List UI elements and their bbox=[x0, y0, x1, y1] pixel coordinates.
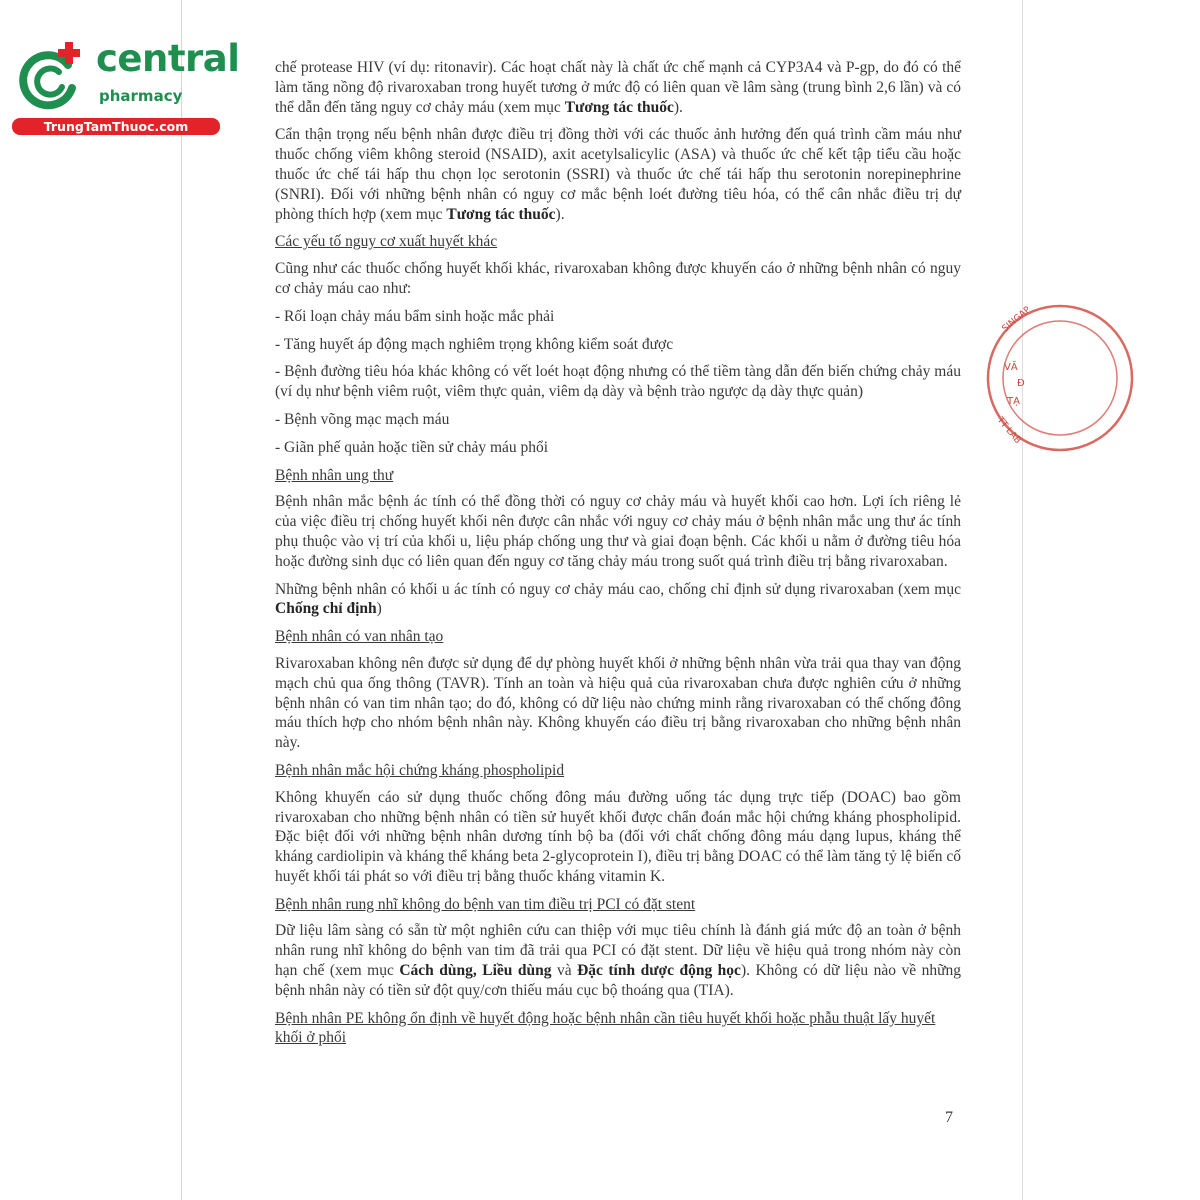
bold-reference: Đặc tính dược động học bbox=[577, 962, 741, 980]
stamp-text: Đ bbox=[1017, 378, 1025, 389]
text-run: và bbox=[551, 962, 578, 980]
text-run: - Rối loạn chảy máu bẩm sinh hoặc mắc phải bbox=[275, 307, 555, 325]
text-run: ). Không có dữ liệu nào về những bệnh nhân này có tiền sử đột quỵ/cơn thiếu máu cục bộ thoáng qua (TIA). bbox=[275, 962, 961, 999]
pharmacy-cross-logo-icon bbox=[10, 38, 90, 118]
section-heading: Bệnh nhân có van nhân tạo bbox=[275, 628, 444, 646]
page-edge-left bbox=[181, 0, 182, 1200]
paragraph bbox=[275, 259, 961, 299]
paragraph bbox=[275, 125, 961, 224]
section-heading: Bệnh nhân mắc hội chứng kháng phospholipid bbox=[275, 761, 565, 779]
text-run: - Tăng huyết áp động mạch nghiêm trọng không kiểm soát được bbox=[275, 335, 674, 353]
paragraph bbox=[275, 335, 961, 355]
paragraph bbox=[275, 580, 961, 620]
section-heading: Bệnh nhân rung nhĩ không do bệnh van tim điều trị PCI có đặt stent bbox=[275, 895, 696, 913]
paragraph bbox=[275, 410, 961, 430]
page-number: 7 bbox=[945, 1109, 953, 1126]
text-run: Không khuyến cáo sử dụng thuốc chống đông máu đường uống tác dụng trực tiếp (DOAC) bao gồm rivaroxaban cho những bệnh nhân có tiền sử huyết khối được chẩn đoán mắc hội chứng kháng phospholipid. Đặc biệt đối với những bệnh nhân dương tính bộ ba (đối với chất chống đông máu dạng lupus, kháng thể kháng cardiolipin và kháng thể kháng beta 2-glycoprotein I), điều trị bằng DOAC có thể làm tăng tỷ lệ biến cố huyết khối tái phát so với điều trị bằng thuốc kháng vitamin K. bbox=[275, 788, 961, 885]
paragraph bbox=[275, 492, 961, 571]
section-heading: Bệnh nhân PE không ổn định về huyết động hoặc bệnh nhân cần tiêu huyết khối hoặc phẫu thuật lấy huyết khối ở phổi bbox=[275, 1009, 936, 1047]
text-run: Cẩn thận trọng nếu bệnh nhân được điều trị đồng thời với các thuốc ảnh hưởng đến quá trình cầm máu như thuốc chống viêm không steroid (NSAID), axit acetylsalicylic (ASA) và thuốc ức chế kết tập tiểu cầu hoặc thuốc ức chế tái hấp thu chọn lọc serotonin (SSRI) và thuốc ức chế tái hấp thu serotonin norepinephrine (SNRI). Đối với những bệnh nhân có nguy cơ mắc bệnh loét đường tiêu hóa, có thể cân nhắc điều trị dự phòng thích hợp (xem mục bbox=[275, 126, 961, 223]
paragraph bbox=[275, 307, 961, 327]
text-run: Dữ liệu lâm sàng có sẵn từ một nghiên cứu can thiệp với mục tiêu chính là đánh giá mức độ an toàn ở bệnh nhân rung nhĩ không do bệnh van tim đã trải qua PCI có đặt stent. Dữ liệu về hiệu quả trong nhóm này còn hạn chế (xem mục bbox=[275, 922, 961, 980]
section-heading: Các yếu tố nguy cơ xuất huyết khác bbox=[275, 233, 498, 251]
text-run: Bệnh nhân mắc bệnh ác tính có thể đồng thời có nguy cơ chảy máu và huyết khối cao hơn. Lợi ích riêng lẻ của việc điều trị chống huyết khối nên được cân nhắc với nguy cơ chảy máu ở bệnh nhân mắc ung thư ác tính phụ thuộc vào vị trí của khối u, liệu pháp chống ung thư và giai đoạn bệnh. Các khối u nằm ở đường tiêu hóa hoặc đường sinh dục có liên quan đến nguy cơ tăng chảy máu trong suốt quá trình điều trị bằng rivaroxaban. bbox=[275, 493, 961, 570]
paragraph bbox=[275, 788, 961, 887]
text-run: Những bệnh nhân có khối u ác tính có nguy cơ chảy máu cao, chống chỉ định sử dụng rivaroxaban (xem mục bbox=[275, 580, 961, 598]
text-run: chế protease HIV (ví dụ: ritonavir). Các hoạt chất này là chất ức chế mạnh cả CYP3A4 và P-gp, do đó có thể làm tăng nồng độ rivaroxaban trong huyết tương ở mức độ có liên quan về lâm sàng (trung bình 2,6 lần) và có thể dẫn đến tăng nguy cơ chảy máu (xem mục bbox=[275, 59, 961, 116]
stamp-text: SINGAP bbox=[1000, 304, 1033, 335]
stamp-text: VĂ bbox=[1004, 362, 1018, 373]
text-run: - Bệnh đường tiêu hóa khác không có vết loét hoạt động nhưng có thể tiềm tàng dẫn đến biến chứng chảy máu (ví dụ như bệnh viêm ruột, viêm thực quản, viêm dạ dày và bệnh trào ngược dạ dày thực quản) bbox=[275, 363, 961, 401]
logo-website[interactable]: TrungTamThuoc.com bbox=[12, 118, 220, 135]
text-run: ) bbox=[376, 600, 382, 618]
page-edge-right bbox=[1022, 0, 1023, 1200]
bold-reference: Tương tác thuốc bbox=[446, 205, 556, 223]
bold-reference: Tương tác thuốc bbox=[564, 98, 674, 116]
section-heading: Bệnh nhân ung thư bbox=[275, 466, 394, 484]
text-run: Cũng như các thuốc chống huyết khối khác, rivaroxaban không được khuyến cáo ở những bệnh nhân có nguy cơ chảy máu cao như: bbox=[275, 260, 961, 297]
logo-subtitle: pharmacy bbox=[99, 87, 183, 105]
text-run: - Giãn phế quản hoặc tiền sử chảy máu phổi bbox=[275, 438, 549, 456]
bold-reference: Cách dùng, Liều dùng bbox=[399, 962, 552, 980]
document-body bbox=[275, 58, 961, 1055]
paragraph bbox=[275, 438, 961, 458]
text-run: - Bệnh võng mạc mạch máu bbox=[275, 410, 450, 428]
bold-reference: Chống chỉ định bbox=[275, 600, 377, 618]
paragraph bbox=[275, 362, 961, 402]
paragraph bbox=[275, 654, 961, 753]
text-run: ). bbox=[673, 98, 683, 116]
text-run: Rivaroxaban không nên được sử dụng để dự phòng huyết khối ở những bệnh nhân vừa trải qua thay van động mạch chủ qua ống thông (TAVR). Tính an toàn và hiệu quả của rivaroxaban chưa được nghiên cứu ở những bệnh nhân có van tim nhân tạo; do đó, không có dữ liệu nào chứng minh rằng rivaroxaban có thể chống đông máu thích hợp cho nhóm bệnh nhân này. Không khuyến cáo điều trị bằng rivaroxaban cho những bệnh nhân này. bbox=[275, 654, 961, 752]
paragraph bbox=[275, 58, 961, 117]
paragraph bbox=[275, 921, 961, 1000]
text-run: ). bbox=[555, 205, 565, 223]
stamp-text: TẠ bbox=[1007, 396, 1020, 407]
logo-name: central bbox=[96, 37, 240, 80]
official-stamp bbox=[985, 300, 1033, 455]
stamp-text: TT LAB bbox=[994, 415, 1023, 446]
central-pharmacy-logo[interactable] bbox=[10, 37, 240, 138]
